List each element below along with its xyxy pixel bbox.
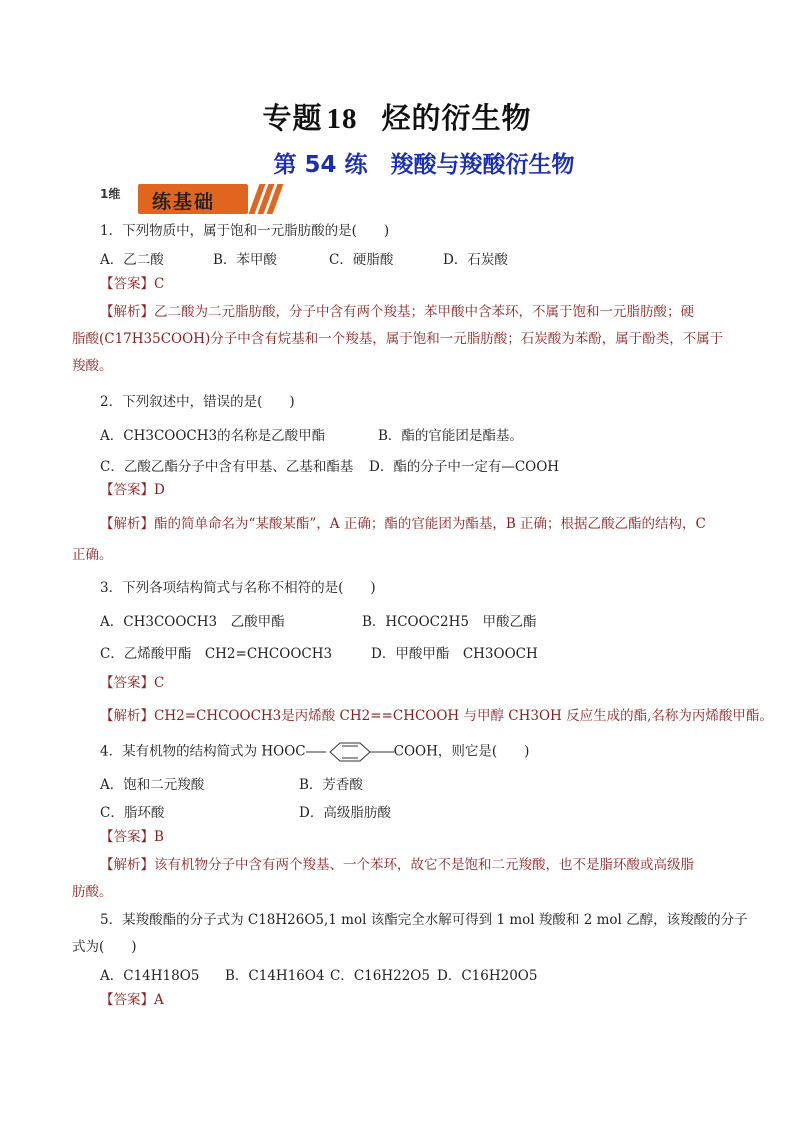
title-text: 烃的衍生物 — [381, 101, 532, 135]
page-title — [0, 96, 794, 137]
title-number: 18 — [326, 103, 358, 135]
question-3-explanation-line: 【解析】CH2=CHCOOCH3是丙烯酸 CH2==CHCOOH 与甲醇 CH3OH 反应生成的酯,名称为丙烯酸甲酯。 — [100, 708, 773, 724]
question-4-option-c: C．脂环酸 — [100, 805, 165, 821]
question-2-explanation-line: 正确。 — [72, 547, 113, 563]
question-4-stem-suffix: COOH，则它是( ) — [393, 743, 530, 760]
benzene-ring-icon — [306, 741, 394, 763]
question-5-option-c: C．C16H22O5 — [330, 968, 430, 984]
question-4-option-a: A．饱和二元羧酸 — [100, 777, 205, 793]
question-3-option-b: B．HCOOC2H5 甲酸乙酯 — [362, 614, 537, 630]
banner-label: 练基础 — [152, 191, 216, 213]
question-2-explanation-line: 【解析】酯的简单命名为“某酸某酯”，A 正确；酯的官能团为酯基，B 正确；根据乙酸乙酯的结构，C — [100, 516, 706, 532]
title-prefix: 专题 — [262, 101, 323, 135]
question-1-explanation-line: 羧酸。 — [72, 358, 113, 374]
question-4-option-b: B．芳香酸 — [299, 777, 363, 793]
question-2-option-b: B．酯的官能团是酯基。 — [378, 428, 523, 444]
question-5-stem: 5．某羧酸酯的分子式为 C18H26O5,1 mol 该酯完全水解可得到 1 mol 羧酸和 2 mol 乙醇，该羧酸的分子 — [100, 912, 748, 928]
question-1-explanation-line: 【解析】乙二酸为二元脂肪酸，分子中含有两个羧基；苯甲酸中含苯环，不属于饱和一元脂肪酸；硬 — [100, 304, 694, 320]
question-5-answer: 【答案】A — [100, 992, 164, 1008]
question-1-explanation-line: 脂酸(C17H35COOH)分子中含有烷基和一个羧基，属于饱和一元脂肪酸；石炭酸为苯酚，属于酚类，不属于 — [72, 331, 724, 347]
question-4-stem-prefix: 4．某有机物的结构简式为 HOOC — [100, 743, 306, 760]
question-5-option-b: B．C14H16O4 — [225, 968, 325, 984]
banner-level: 1维 — [100, 187, 121, 201]
question-2-option-a: A．CH3COOCH3的名称是乙酸甲酯 — [100, 428, 326, 444]
question-3-option-c: C．乙烯酸甲酯 CH2=CHCOOCH3 — [100, 646, 333, 662]
question-1-option-b: B．苯甲酸 — [213, 252, 277, 268]
question-4-option-d: D．高级脂肪酸 — [299, 805, 391, 821]
question-2-option-c: C．乙酸乙酯分子中含有甲基、乙基和酯基 — [100, 459, 354, 475]
question-2-answer: 【答案】D — [100, 482, 165, 498]
section-banner — [100, 184, 280, 214]
question-1-stem: 1．下列物质中，属于饱和一元脂肪酸的是( ) — [100, 223, 390, 239]
question-1-option-c: C．硬脂酸 — [329, 252, 394, 268]
question-3-option-d: D．甲酸甲酯 CH3OOCH — [371, 646, 538, 662]
question-5-option-a: A．C14H18O5 — [100, 968, 200, 984]
question-1-option-d: D．石炭酸 — [443, 252, 508, 268]
question-3-answer: 【答案】C — [100, 675, 165, 691]
question-3-option-a: A．CH3COOCH3 乙酸甲酯 — [100, 614, 285, 630]
question-5-option-d: D．C16H20O5 — [437, 968, 538, 984]
question-1-answer: 【答案】C — [100, 276, 165, 292]
question-4-explanation-line: 【解析】该有机物分子中含有两个羧基、一个苯环，故它不是饱和二元羧酸，也不是脂环酸或高级脂 — [100, 857, 694, 873]
question-4-explanation-line: 肪酸。 — [72, 884, 113, 900]
question-4-answer: 【答案】B — [100, 829, 164, 845]
question-5-stem: 式为( ) — [72, 939, 137, 955]
question-2-stem: 2．下列叙述中，错误的是( ) — [100, 394, 295, 410]
question-2-option-d: D．酯的分子中一定有—COOH — [369, 459, 560, 475]
page-subtitle: 第 54 练 羧酸与羧酸衍生物 — [273, 152, 575, 178]
question-1-option-a: A．乙二酸 — [100, 252, 164, 268]
question-3-stem: 3．下列各项结构简式与名称不相符的是( ) — [100, 580, 376, 596]
question-4-stem — [100, 741, 529, 763]
